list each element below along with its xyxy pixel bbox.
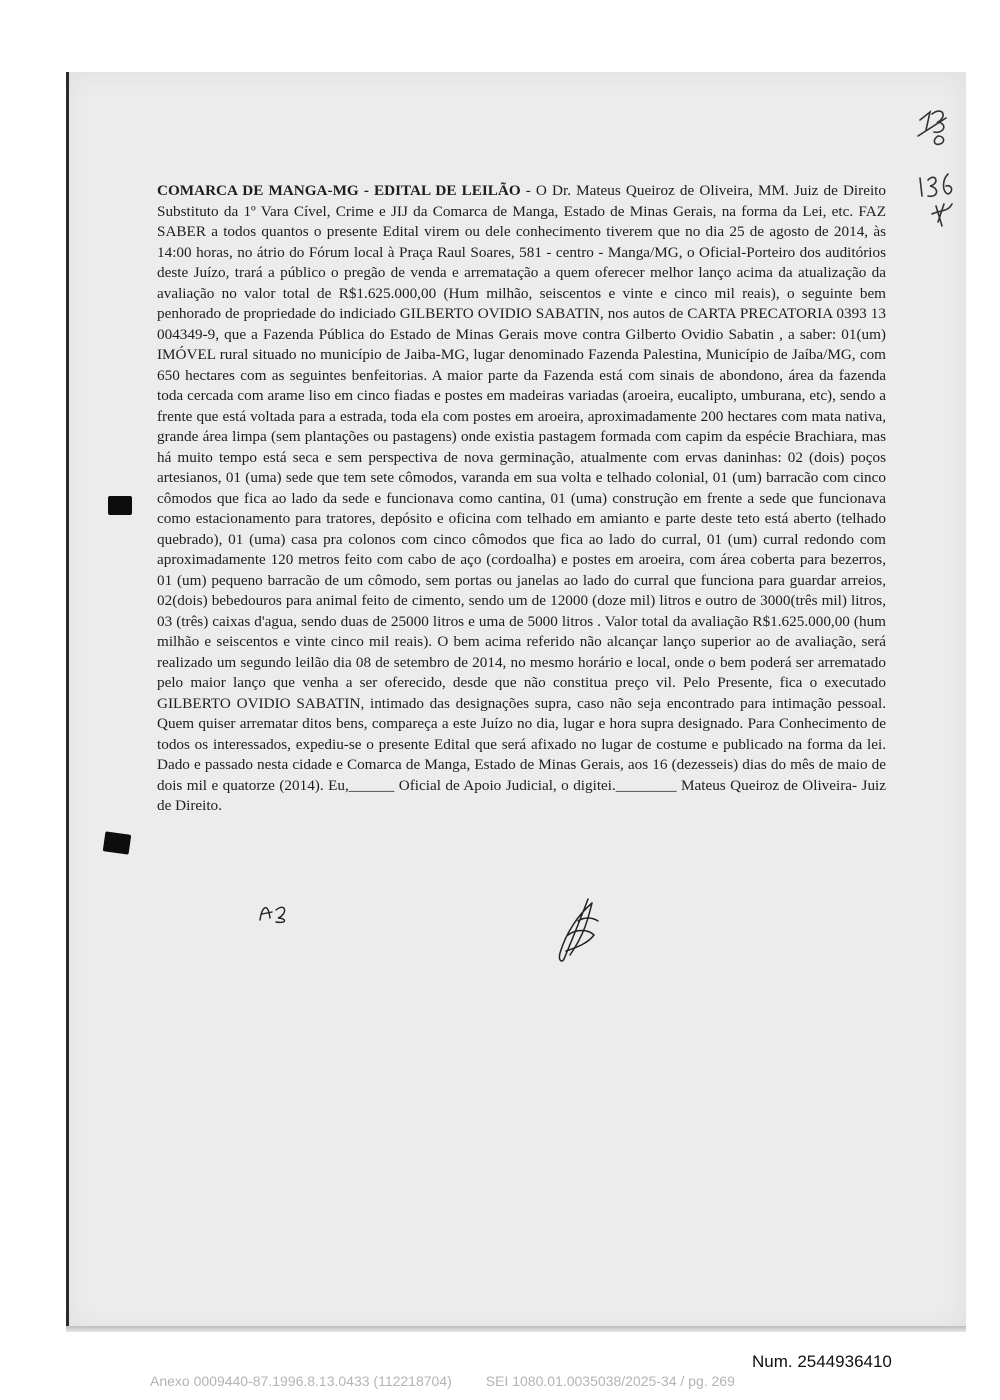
- edital-body: - O Dr. Mateus Queiroz de Oliveira, MM. Juiz de Direito Substituto da 1º Vara Cível, Crime e JIJ da Comarca de Manga, Estado de Minas Gerais, na forma da Lei, etc. FAZ SABER a todos quantos o presente Edital virem ou dele conhecimento tiverem que no dia 25 de agosto de 2014, às 14:00 horas, no átrio do Fórum local à Praça Raul Soares, 581 - centro - Manga/MG, o Oficial-Porteiro dos auditórios deste Juízo, trará a público o pregão de venda e arrematação a quem oferecer melhor lanço acima da atualização da avaliação no valor total de R$1.625.000,00 (Hum milhão, seiscentos e vinte e cinco mil reais), o seguinte bem penhorado de propriedade do indiciado GILBERTO OVIDIO SABATIN, nos autos de CARTA PRECATORIA 0393 13 004349-9, que a Fazenda Pública do Estado de Minas Gerais move contra Gilberto Ovidio Sabatin , a saber: 01(um) IMÓVEL rural situado no município de Jaiba-MG, lugar denominado Fazenda Palestina, Município de Jaíba/MG, com 650 hectares com as seguintes benfeitorias. A maior parte da Fazenda está com sinais de abondono, área da fazenda toda cercada com arame liso em cinco fiadas e postes em madeiras variadas (aroeira, eucalipto, umburana, etc), sendo a frente que está voltada para a estrada, toda ela com postes em aroeira, aproximadamente 200 hectares com mata nativa, grande área limpa (sem plantações ou pastagens) onde existia pastagem formada com capim da espécie Brachiara, mas há muito tempo está seca e sem perspectiva de nova germinação, atualmente com ervas daninhas: 02 (dois) poços artesianos, 01 (uma) sede que tem sete cômodos, varanda em sua volta e telhado colonial, 01 (um) barracão com cinco cômodos que fica ao lado da sede e funcionava como cantina, 01 (uma) construção em frente a sede que funcionava como estacionamento para tratores, depósito e oficina com telhado em amianto e parte deste teto está aberto (telhado quebrado), 01 (uma) casa pra colonos com cinco cômodos que fica ao lado do curral, 01 (um) curral redondo com aproximadamente 120 metros feito com cabo de aço (cordoalha) e postes em aroeira, com área coberta para bezerros, 01 (um) pequeno barracão de um cômodo, sem portas ou janelas ao lado do curral que funciona para guardar arreios, 02(dois) bebedouros para animal feito de cimento, sendo um de 12000 (doze mil) litros e outro de 3000(três mil) litros, 03 (três) caixas d'agua, sendo duas de 25000 litros e uma de 5000 litros . Valor total da avaliação R$1.625.000,00 (hum milhão e seiscentos e vinte cinco mil reais). O bem acima referido não alcançar lanço superior ao de avaliação, será realizado um segundo leilão dia 08 de setembro de 2014, no mesmo horário e local, onde o bem poderá ser arrematado pelo maior lanço que venha a ser oferecido, desde que não constitua preço vil. Pelo Presente, fica o executado GILBERTO OVIDIO SABATIN, intimado das designações supra, caso não seja encontrado para intimação pessoal. Quem quiser arrematar ditos bens, compareça a este Juízo no dia, lugar e hora supra designado. Para Conhecimento de todos os interessados, expediu-se o presente Edital que será afixado no lugar de costume e publicado na forma da lei. Dado e passado nesta cidade e Comarca de Manga, Estado de Minas Gerais, aos 16 (dezesseis) dias do mês de maio de dois mil e quatorze (2014). Eu,______ Oficial de Apoio Judicial, o digitei.________ Mateus Queiroz de Oliveira- Juiz de Direito.: [157, 182, 886, 814]
- edital-text: [157, 181, 886, 817]
- document-number: Num. 2544936410: [752, 1352, 892, 1371]
- punch-hole-mark: [108, 496, 132, 515]
- handwritten-page-mark: [908, 100, 978, 230]
- sei-reference: SEI 1080.01.0035038/2025-34 / pg. 269: [485, 1373, 735, 1389]
- edital-heading: COMARCA DE MANGA-MG - EDITAL DE LEILÃO: [157, 182, 521, 199]
- annex-reference: Anexo 0009440-87.1996.8.13.0433 (112218704): [150, 1373, 452, 1389]
- scan-edge-shadow: [66, 72, 69, 1330]
- clerk-initials: [256, 900, 292, 926]
- judge-signature: [548, 895, 620, 965]
- footer-reference: [150, 1373, 870, 1389]
- punch-hole-mark: [103, 831, 132, 854]
- scan-bottom-shadow: [66, 1326, 966, 1332]
